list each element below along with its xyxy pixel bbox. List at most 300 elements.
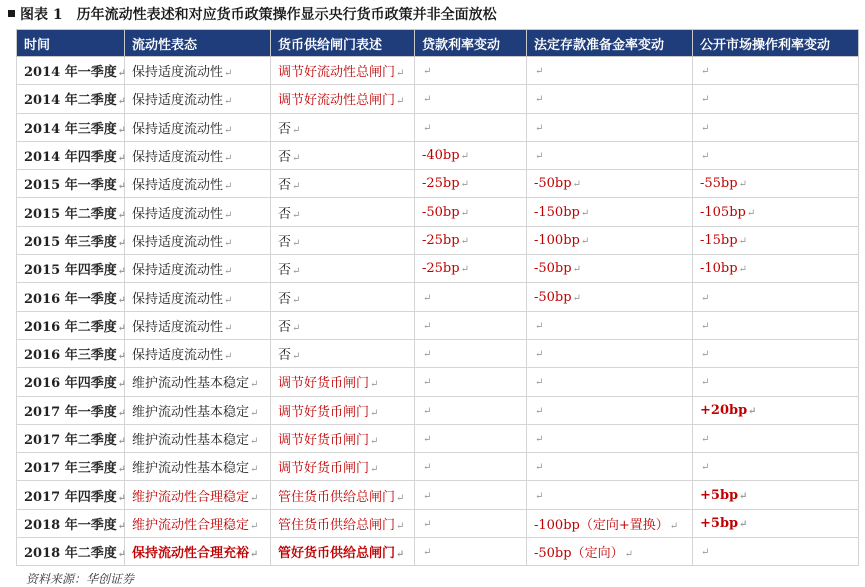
cell-rrr-change xyxy=(527,170,693,198)
cell-text: 维护流动性基本稳定 xyxy=(132,461,250,477)
paragraph-mark-icon: ↵ xyxy=(701,122,710,134)
paragraph-mark-icon: ↵ xyxy=(738,179,747,191)
cell-loan-rate-change xyxy=(415,283,527,311)
paragraph-mark-icon: ↵ xyxy=(535,320,544,332)
paragraph-mark-icon: ↵ xyxy=(535,66,544,78)
cell-time xyxy=(17,113,125,141)
cell-text: 2017 年四季度 xyxy=(24,489,117,505)
cell-time xyxy=(17,170,125,198)
cell-liquidity-stance xyxy=(125,255,271,283)
cell-rrr-change xyxy=(527,255,693,283)
cell-text: 2016 年二季度 xyxy=(24,319,117,335)
cell-time xyxy=(17,283,125,311)
table-row xyxy=(17,283,859,311)
cell-omo-rate-change xyxy=(693,57,859,85)
cell-text: 管住货币供给总闸门 xyxy=(278,489,396,505)
cell-time xyxy=(17,509,125,537)
cell-text: 2015 年四季度 xyxy=(24,263,117,279)
cell-text: -25bp xyxy=(422,261,460,277)
paragraph-mark-icon: ↵ xyxy=(292,124,301,136)
table-row xyxy=(17,424,859,452)
cell-money-supply-gate xyxy=(271,453,415,481)
cell-text: 调节好货币闸门 xyxy=(278,461,370,477)
cell-rrr-change xyxy=(527,424,693,452)
paragraph-mark-icon: ↵ xyxy=(746,207,756,219)
table-row xyxy=(17,198,859,226)
cell-loan-rate-change xyxy=(415,396,527,424)
cell-omo-rate-change xyxy=(693,396,859,424)
cell-text: 2015 年一季度 xyxy=(24,178,117,194)
cell-omo-rate-change xyxy=(693,141,859,169)
paragraph-mark-icon: ↵ xyxy=(292,209,301,221)
cell-money-supply-gate xyxy=(271,538,415,566)
paragraph-mark-icon: ↵ xyxy=(423,490,432,502)
cell-omo-rate-change xyxy=(693,368,859,396)
cell-text: 否 xyxy=(278,150,292,166)
cell-loan-rate-change xyxy=(415,311,527,339)
paragraph-mark-icon: ↵ xyxy=(535,94,544,106)
cell-liquidity-stance xyxy=(125,453,271,481)
cell-money-supply-gate xyxy=(271,198,415,226)
paragraph-mark-icon: ↵ xyxy=(117,351,127,363)
cell-money-supply-gate xyxy=(271,481,415,509)
policy-table xyxy=(16,29,859,566)
paragraph-mark-icon: ↵ xyxy=(224,322,233,334)
cell-text: 保持适度流动性 xyxy=(132,93,224,109)
cell-omo-rate-change xyxy=(693,424,859,452)
paragraph-mark-icon: ↵ xyxy=(370,464,379,476)
cell-omo-rate-change xyxy=(693,85,859,113)
cell-text: 保持适度流动性 xyxy=(132,178,224,194)
paragraph-mark-icon: ↵ xyxy=(224,181,233,193)
paragraph-mark-icon: ↵ xyxy=(423,122,432,134)
cell-text: 2016 年一季度 xyxy=(24,291,117,307)
cell-loan-rate-change xyxy=(415,141,527,169)
cell-text: -10bp xyxy=(700,261,738,277)
cell-money-supply-gate xyxy=(271,226,415,254)
paragraph-mark-icon: ↵ xyxy=(739,490,748,502)
paragraph-mark-icon: ↵ xyxy=(535,151,544,163)
cell-text: 2017 年一季度 xyxy=(24,404,117,420)
cell-time xyxy=(17,453,125,481)
cell-rrr-change xyxy=(527,141,693,169)
paragraph-mark-icon: ↵ xyxy=(423,434,432,445)
paragraph-mark-icon: ↵ xyxy=(423,462,432,474)
paragraph-mark-icon: ↵ xyxy=(292,351,301,363)
table-row xyxy=(17,509,859,537)
paragraph-mark-icon: ↵ xyxy=(423,518,432,530)
cell-liquidity-stance xyxy=(125,538,271,566)
cell-text: -50bp（定向） xyxy=(534,546,624,562)
cell-text: 2017 年三季度 xyxy=(24,461,117,477)
paragraph-mark-icon: ↵ xyxy=(117,96,127,108)
table-row xyxy=(17,57,859,85)
source-note: 资料来源：华创证券 xyxy=(26,572,135,586)
paragraph-mark-icon: ↵ xyxy=(396,549,405,561)
paragraph-mark-icon: ↵ xyxy=(224,294,233,306)
cell-omo-rate-change xyxy=(693,339,859,367)
cell-text: 2015 年三季度 xyxy=(24,234,117,250)
cell-text: 2014 年一季度 xyxy=(24,65,117,81)
cell-rrr-change xyxy=(527,226,693,254)
cell-rrr-change xyxy=(527,57,693,85)
table-row xyxy=(17,85,859,113)
cell-money-supply-gate xyxy=(271,311,415,339)
paragraph-mark-icon: ↵ xyxy=(250,520,259,532)
cell-text: 保持适度流动性 xyxy=(132,150,224,166)
cell-text: -50bp xyxy=(422,204,460,220)
figure-title xyxy=(8,3,497,27)
table-row xyxy=(17,538,859,566)
cell-liquidity-stance xyxy=(125,311,271,339)
paragraph-mark-icon: ↵ xyxy=(701,320,710,332)
cell-money-supply-gate xyxy=(271,255,415,283)
cell-money-supply-gate xyxy=(271,368,415,396)
cell-money-supply-gate xyxy=(271,170,415,198)
table-row xyxy=(17,170,859,198)
cell-text: 2018 年一季度 xyxy=(24,517,117,533)
cell-text: 2014 年三季度 xyxy=(24,121,117,137)
cell-text: 否 xyxy=(278,206,292,222)
cell-time xyxy=(17,396,125,424)
cell-loan-rate-change xyxy=(415,85,527,113)
paragraph-mark-icon: ↵ xyxy=(117,464,127,476)
cell-text: -50bp xyxy=(534,289,572,305)
paragraph-mark-icon: ↵ xyxy=(535,122,544,134)
cell-text: -50bp xyxy=(534,261,572,277)
paragraph-mark-icon: ↵ xyxy=(535,349,544,361)
paragraph-mark-icon: ↵ xyxy=(224,124,233,136)
cell-text: 保持适度流动性 xyxy=(132,348,224,364)
cell-text: -25bp xyxy=(422,176,460,192)
cell-text: 否 xyxy=(278,263,292,279)
cell-text: -100bp（定向+置换） xyxy=(534,517,669,533)
paragraph-mark-icon: ↵ xyxy=(224,153,233,165)
paragraph-mark-icon: ↵ xyxy=(701,66,710,78)
cell-money-supply-gate xyxy=(271,283,415,311)
cell-rrr-change xyxy=(527,481,693,509)
paragraph-mark-icon: ↵ xyxy=(224,96,233,108)
cell-text: 保持适度流动性 xyxy=(132,121,224,137)
cell-text: 2018 年二季度 xyxy=(24,546,117,562)
cell-text: 保持适度流动性 xyxy=(132,206,224,222)
cell-text: 2016 年四季度 xyxy=(24,376,117,392)
cell-text: 维护流动性合理稳定 xyxy=(132,489,250,505)
paragraph-mark-icon: ↵ xyxy=(292,153,301,165)
cell-omo-rate-change xyxy=(693,538,859,566)
header-loan-rate-change: 贷款利率变动 xyxy=(415,30,527,57)
paragraph-mark-icon: ↵ xyxy=(224,209,233,221)
paragraph-mark-icon: ↵ xyxy=(396,96,405,108)
cell-omo-rate-change xyxy=(693,481,859,509)
paragraph-mark-icon: ↵ xyxy=(117,294,127,306)
cell-rrr-change xyxy=(527,113,693,141)
paragraph-mark-icon: ↵ xyxy=(535,405,544,417)
table-row xyxy=(17,311,859,339)
cell-time xyxy=(17,85,125,113)
paragraph-mark-icon: ↵ xyxy=(292,237,301,249)
paragraph-mark-icon: ↵ xyxy=(701,292,710,304)
cell-loan-rate-change xyxy=(415,339,527,367)
paragraph-mark-icon: ↵ xyxy=(701,434,710,445)
paragraph-mark-icon: ↵ xyxy=(250,407,259,419)
paragraph-mark-icon: ↵ xyxy=(460,151,469,163)
paragraph-mark-icon: ↵ xyxy=(117,153,127,165)
cell-text: -25bp xyxy=(422,232,460,248)
cell-money-supply-gate xyxy=(271,509,415,537)
cell-time xyxy=(17,198,125,226)
cell-omo-rate-change xyxy=(693,509,859,537)
cell-rrr-change xyxy=(527,368,693,396)
cell-loan-rate-change xyxy=(415,170,527,198)
paragraph-mark-icon: ↵ xyxy=(423,320,432,332)
cell-text: -55bp xyxy=(700,176,738,192)
paragraph-mark-icon: ↵ xyxy=(580,235,590,247)
cell-text: 否 xyxy=(278,291,292,307)
cell-rrr-change xyxy=(527,509,693,537)
paragraph-mark-icon: ↵ xyxy=(250,549,259,561)
paragraph-mark-icon: ↵ xyxy=(250,492,259,504)
cell-liquidity-stance xyxy=(125,85,271,113)
header-time: 时间 xyxy=(17,30,125,57)
table-row xyxy=(17,481,859,509)
cell-rrr-change xyxy=(527,283,693,311)
cell-omo-rate-change xyxy=(693,311,859,339)
paragraph-mark-icon: ↵ xyxy=(292,322,301,334)
cell-text: 调节好流动性总闸门 xyxy=(278,93,396,109)
paragraph-mark-icon: ↵ xyxy=(370,436,379,447)
paragraph-mark-icon: ↵ xyxy=(669,520,679,532)
cell-liquidity-stance xyxy=(125,141,271,169)
paragraph-mark-icon: ↵ xyxy=(701,94,710,106)
paragraph-mark-icon: ↵ xyxy=(460,179,469,191)
paragraph-mark-icon: ↵ xyxy=(250,436,259,447)
cell-liquidity-stance xyxy=(125,283,271,311)
table-row xyxy=(17,255,859,283)
cell-time xyxy=(17,141,125,169)
cell-money-supply-gate xyxy=(271,141,415,169)
cell-omo-rate-change xyxy=(693,226,859,254)
paragraph-mark-icon: ↵ xyxy=(250,464,259,476)
cell-liquidity-stance xyxy=(125,424,271,452)
cell-omo-rate-change xyxy=(693,198,859,226)
paragraph-mark-icon: ↵ xyxy=(117,520,127,532)
paragraph-mark-icon: ↵ xyxy=(224,351,233,363)
paragraph-mark-icon: ↵ xyxy=(460,264,469,276)
paragraph-mark-icon: ↵ xyxy=(701,462,710,474)
paragraph-mark-icon: ↵ xyxy=(117,237,127,249)
paragraph-mark-icon: ↵ xyxy=(370,407,379,419)
cell-text: 保持适度流动性 xyxy=(132,319,224,335)
paragraph-mark-icon: ↵ xyxy=(535,434,544,445)
paragraph-mark-icon: ↵ xyxy=(423,94,432,106)
cell-loan-rate-change xyxy=(415,509,527,537)
cell-loan-rate-change xyxy=(415,198,527,226)
cell-liquidity-stance xyxy=(125,226,271,254)
paragraph-mark-icon: ↵ xyxy=(117,209,127,221)
cell-rrr-change xyxy=(527,198,693,226)
cell-time xyxy=(17,255,125,283)
cell-text: 2014 年四季度 xyxy=(24,150,117,166)
cell-text: 维护流动性基本稳定 xyxy=(132,433,250,448)
square-bullet-icon xyxy=(8,10,15,17)
paragraph-mark-icon: ↵ xyxy=(624,549,633,561)
paragraph-mark-icon: ↵ xyxy=(117,492,127,504)
paragraph-mark-icon: ↵ xyxy=(292,181,301,193)
paragraph-mark-icon: ↵ xyxy=(250,379,259,391)
paragraph-mark-icon: ↵ xyxy=(535,490,544,502)
paragraph-mark-icon: ↵ xyxy=(423,349,432,361)
paragraph-mark-icon: ↵ xyxy=(117,68,127,80)
cell-loan-rate-change xyxy=(415,113,527,141)
header-liquidity-stance: 流动性表态 xyxy=(125,30,271,57)
cell-text: 否 xyxy=(278,178,292,194)
cell-liquidity-stance xyxy=(125,509,271,537)
paragraph-mark-icon: ↵ xyxy=(738,264,747,276)
paragraph-mark-icon: ↵ xyxy=(701,349,710,361)
cell-liquidity-stance xyxy=(125,481,271,509)
paragraph-mark-icon: ↵ xyxy=(460,207,469,219)
cell-text: 调节好流动性总闸门 xyxy=(278,65,396,81)
cell-liquidity-stance xyxy=(125,57,271,85)
cell-rrr-change xyxy=(527,311,693,339)
cell-money-supply-gate xyxy=(271,396,415,424)
paragraph-mark-icon: ↵ xyxy=(396,68,405,80)
paragraph-mark-icon: ↵ xyxy=(117,124,127,136)
paragraph-mark-icon: ↵ xyxy=(396,520,405,532)
cell-loan-rate-change xyxy=(415,368,527,396)
table-row xyxy=(17,453,859,481)
cell-omo-rate-change xyxy=(693,170,859,198)
paragraph-mark-icon: ↵ xyxy=(224,266,233,278)
cell-text: 2014 年二季度 xyxy=(24,93,117,109)
cell-loan-rate-change xyxy=(415,538,527,566)
paragraph-mark-icon: ↵ xyxy=(117,266,127,278)
cell-text: +20bp xyxy=(700,402,748,418)
cell-text: +5bp xyxy=(700,487,739,503)
paragraph-mark-icon: ↵ xyxy=(117,436,127,447)
cell-text: 保持适度流动性 xyxy=(132,263,224,279)
cell-text: 管住货币供给总闸门 xyxy=(278,517,396,533)
cell-time xyxy=(17,424,125,452)
cell-money-supply-gate xyxy=(271,424,415,452)
cell-text: 维护流动性基本稳定 xyxy=(132,376,250,392)
header-omo-rate-change: 公开市场操作利率变动 xyxy=(693,30,859,57)
table-row xyxy=(17,141,859,169)
cell-text: -105bp xyxy=(700,204,746,220)
cell-omo-rate-change xyxy=(693,453,859,481)
cell-text: 管好货币供给总闸门 xyxy=(278,546,396,562)
cell-loan-rate-change xyxy=(415,57,527,85)
cell-rrr-change xyxy=(527,453,693,481)
cell-rrr-change xyxy=(527,396,693,424)
cell-text: 调节好货币闸门 xyxy=(278,433,370,448)
cell-time xyxy=(17,339,125,367)
cell-liquidity-stance xyxy=(125,198,271,226)
paragraph-mark-icon: ↵ xyxy=(535,462,544,474)
cell-loan-rate-change xyxy=(415,255,527,283)
cell-loan-rate-change xyxy=(415,226,527,254)
paragraph-mark-icon: ↵ xyxy=(423,377,432,389)
cell-rrr-change xyxy=(527,85,693,113)
paragraph-mark-icon: ↵ xyxy=(701,151,710,163)
cell-liquidity-stance xyxy=(125,368,271,396)
cell-time xyxy=(17,538,125,566)
cell-text: 维护流动性基本稳定 xyxy=(132,404,250,420)
cell-text: -40bp xyxy=(422,148,460,164)
paragraph-mark-icon: ↵ xyxy=(748,405,757,417)
cell-omo-rate-change xyxy=(693,113,859,141)
cell-money-supply-gate xyxy=(271,85,415,113)
paragraph-mark-icon: ↵ xyxy=(117,549,127,561)
figure-caption: 历年流动性表述和对应货币政策操作显示央行货币政策并非全面放松 xyxy=(76,7,497,23)
cell-text: 2016 年三季度 xyxy=(24,348,117,364)
paragraph-mark-icon: ↵ xyxy=(224,68,233,80)
cell-text: 调节好货币闸门 xyxy=(278,376,370,392)
cell-text: -100bp xyxy=(534,232,580,248)
cell-text: 2017 年二季度 xyxy=(24,433,117,448)
paragraph-mark-icon: ↵ xyxy=(460,235,469,247)
cell-text: +5bp xyxy=(700,515,739,531)
cell-time xyxy=(17,311,125,339)
figure-label: 图表 1 xyxy=(20,7,63,23)
table-row xyxy=(17,339,859,367)
cell-liquidity-stance xyxy=(125,339,271,367)
cell-text: -150bp xyxy=(534,204,580,220)
paragraph-mark-icon: ↵ xyxy=(423,405,432,417)
paragraph-mark-icon: ↵ xyxy=(370,379,379,391)
paragraph-mark-icon: ↵ xyxy=(117,181,127,193)
paragraph-mark-icon: ↵ xyxy=(117,407,127,419)
cell-loan-rate-change xyxy=(415,453,527,481)
header-rrr-change: 法定存款准备金率变动 xyxy=(527,30,693,57)
cell-text: -50bp xyxy=(534,176,572,192)
cell-text: 保持适度流动性 xyxy=(132,65,224,81)
table-row xyxy=(17,368,859,396)
cell-money-supply-gate xyxy=(271,57,415,85)
cell-text: -15bp xyxy=(700,232,738,248)
cell-liquidity-stance xyxy=(125,170,271,198)
paragraph-mark-icon: ↵ xyxy=(292,266,301,278)
paragraph-mark-icon: ↵ xyxy=(572,264,581,276)
paragraph-mark-icon: ↵ xyxy=(739,518,748,530)
cell-text: 否 xyxy=(278,121,292,137)
cell-text: 否 xyxy=(278,234,292,250)
cell-omo-rate-change xyxy=(693,283,859,311)
paragraph-mark-icon: ↵ xyxy=(117,322,127,334)
paragraph-mark-icon: ↵ xyxy=(738,235,747,247)
cell-rrr-change xyxy=(527,538,693,566)
cell-text: 保持适度流动性 xyxy=(132,291,224,307)
cell-liquidity-stance xyxy=(125,113,271,141)
table-header-row xyxy=(17,30,859,57)
paragraph-mark-icon: ↵ xyxy=(423,66,432,78)
cell-liquidity-stance xyxy=(125,396,271,424)
paragraph-mark-icon: ↵ xyxy=(572,179,581,191)
cell-money-supply-gate xyxy=(271,113,415,141)
cell-omo-rate-change xyxy=(693,255,859,283)
cell-loan-rate-change xyxy=(415,481,527,509)
table-row xyxy=(17,226,859,254)
cell-money-supply-gate xyxy=(271,339,415,367)
cell-text: 保持适度流动性 xyxy=(132,234,224,250)
paragraph-mark-icon: ↵ xyxy=(701,547,710,559)
paragraph-mark-icon: ↵ xyxy=(423,547,432,559)
header-money-supply-gate: 货币供给闸门表述 xyxy=(271,30,415,57)
cell-time xyxy=(17,368,125,396)
cell-time xyxy=(17,57,125,85)
cell-text: 否 xyxy=(278,348,292,364)
